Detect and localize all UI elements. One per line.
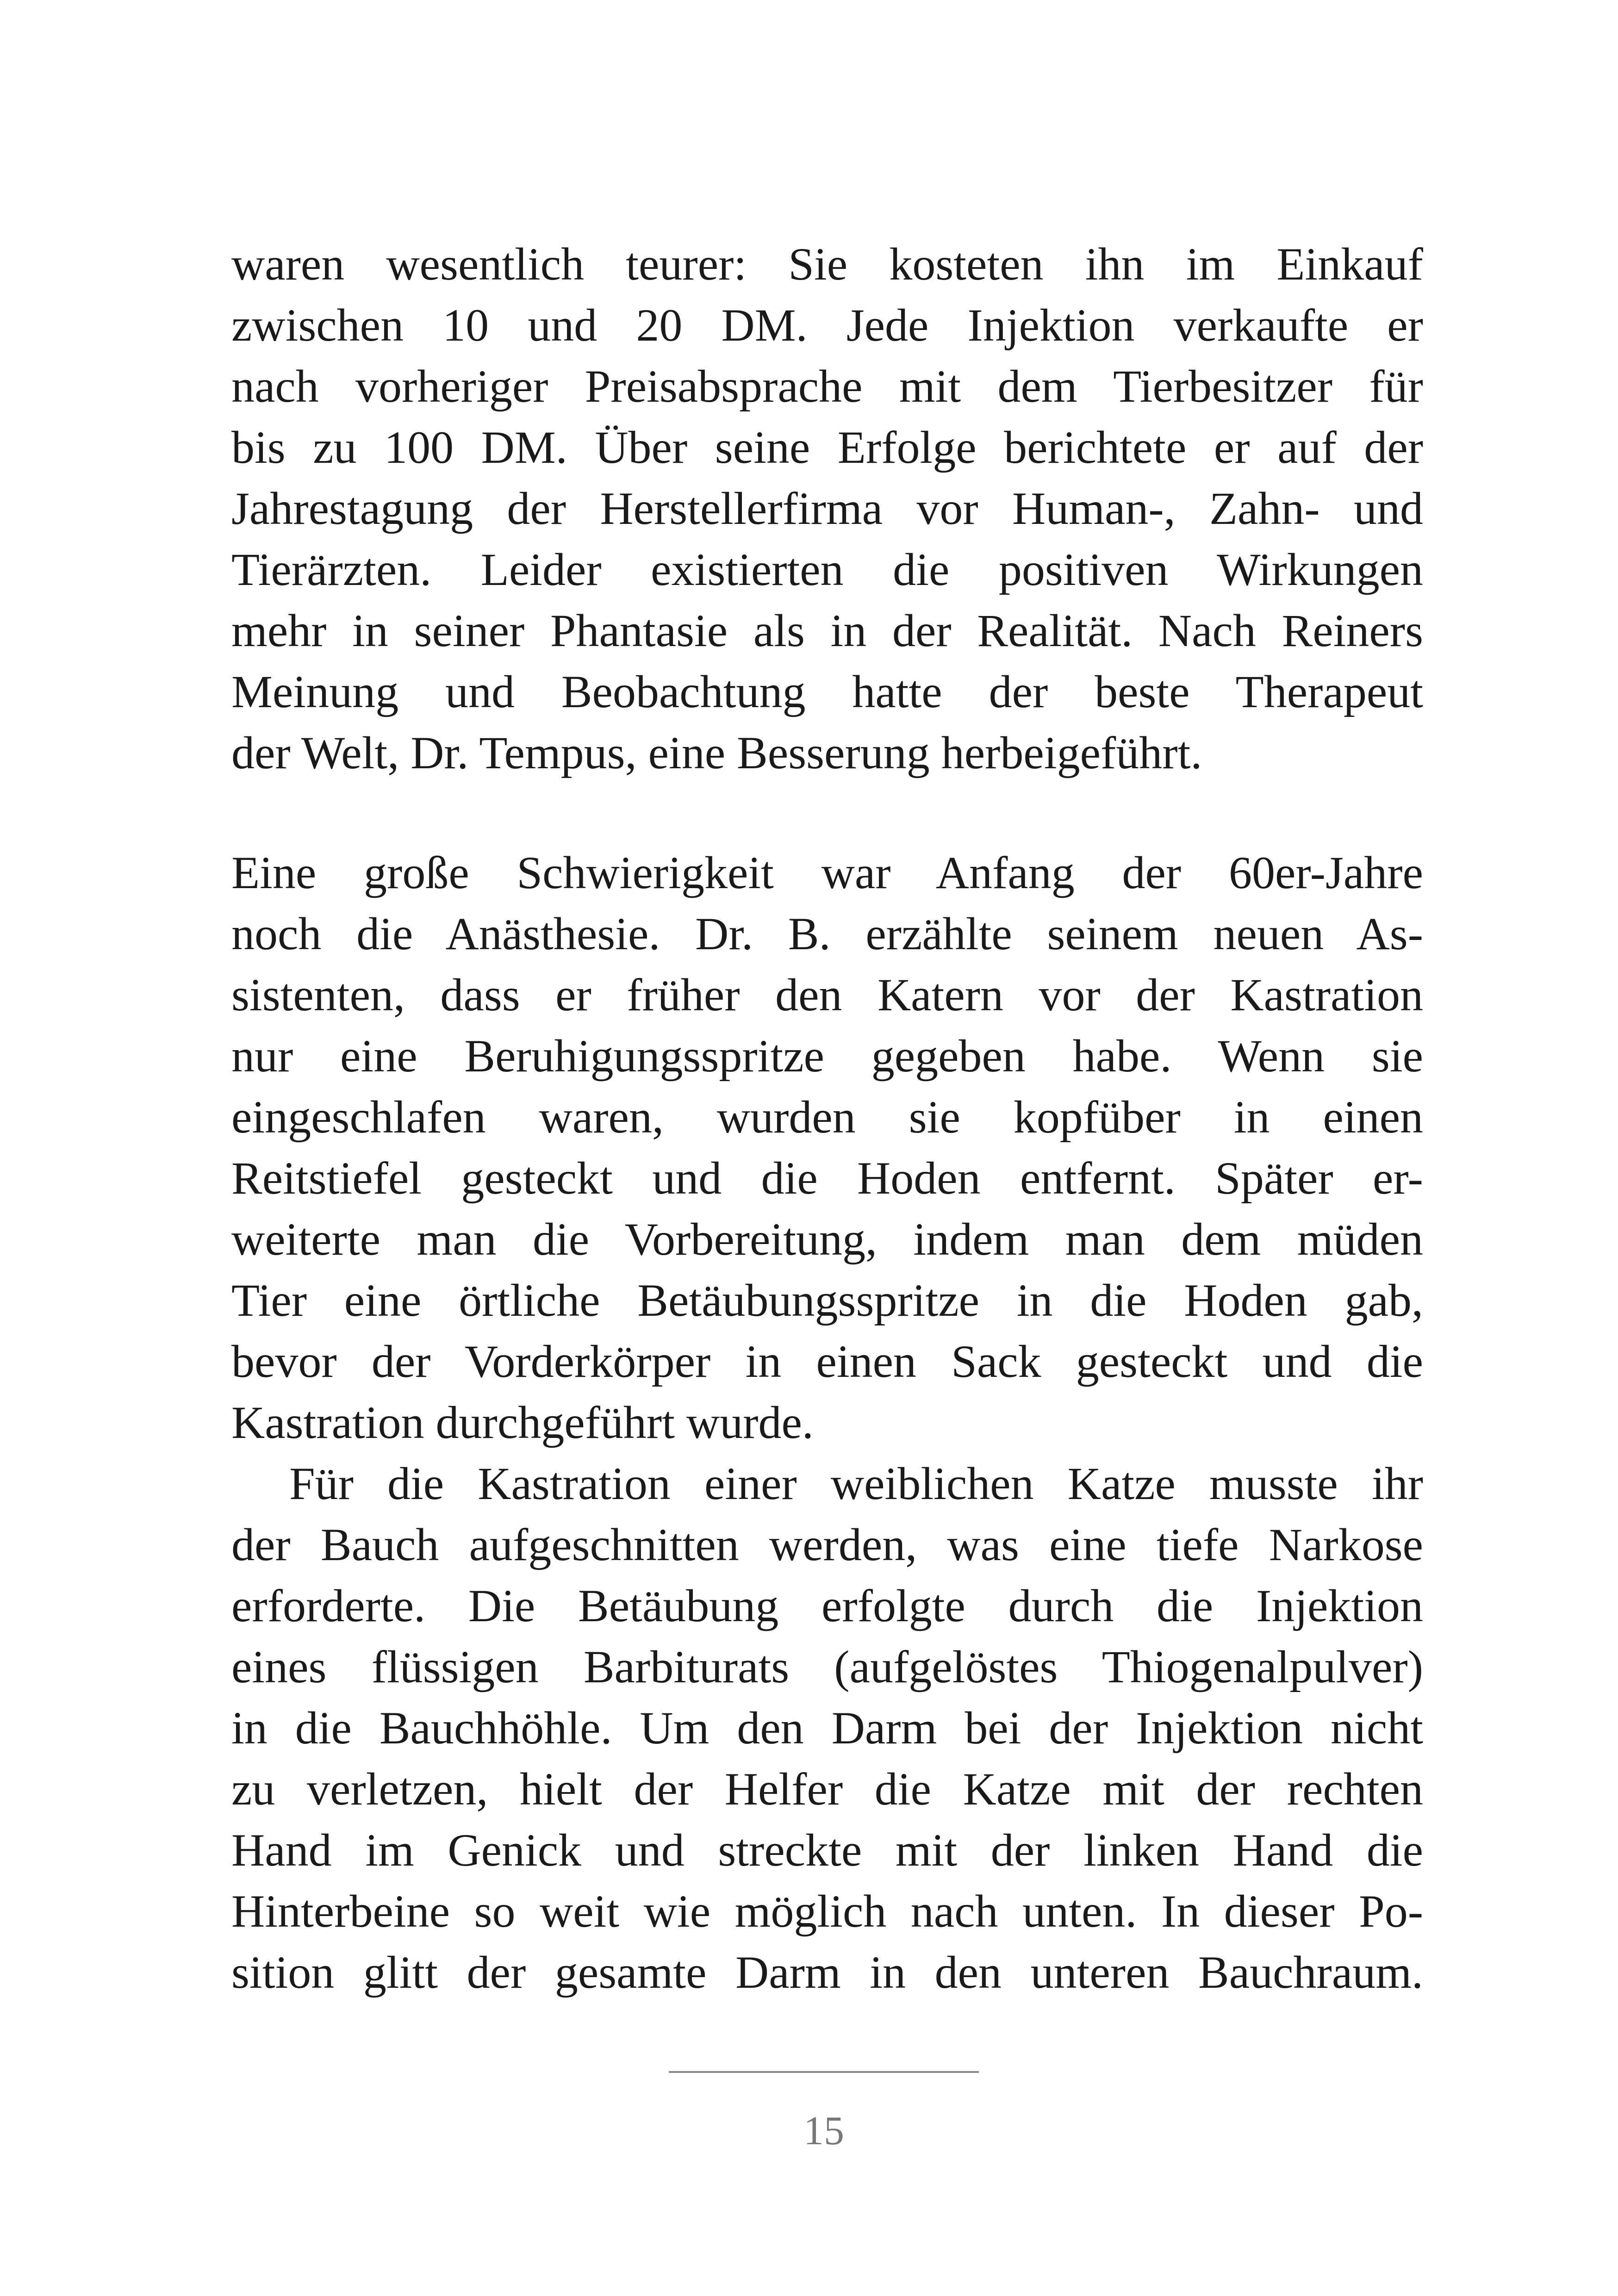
text-line: Kastration durchgeführt wurde. bbox=[231, 1397, 814, 1448]
text-line: Hinterbeine so weit wie möglich nach unten. In dieser Po- bbox=[231, 1885, 1423, 1937]
text-line: zu verletzen, hielt der Helfer die Katze mit der rechten bbox=[231, 1763, 1423, 1815]
text-line: eines flüssigen Barbiturats (aufgelöstes Thiogenalpulver) bbox=[231, 1641, 1423, 1692]
page-number: 15 bbox=[803, 2109, 844, 2153]
text-line: eingeschlafen waren, wurden sie kopfüber in einen bbox=[231, 1091, 1423, 1143]
text-line: waren wesentlich teurer: Sie kosteten ihn im Einkauf bbox=[231, 238, 1423, 290]
text-line: nur eine Beruhigungsspritze gegeben habe. Wenn sie bbox=[231, 1030, 1423, 1082]
text-line: Für die Kastration einer weiblichen Katze musste ihr bbox=[289, 1458, 1423, 1509]
text-line: mehr in seiner Phantasie als in der Realität. Nach Reiners bbox=[231, 605, 1423, 656]
footer-divider bbox=[669, 2071, 979, 2073]
text-line: noch die Anästhesie. Dr. B. erzählte seinem neuen As- bbox=[231, 908, 1423, 959]
text-line: Meinung und Beobachtung hatte der beste Therapeut bbox=[231, 666, 1423, 717]
text-line: in die Bauchhöhle. Um den Darm bei der Injektion nicht bbox=[231, 1702, 1423, 1754]
text-line: der Welt, Dr. Tempus, eine Besserung herbeigeführt. bbox=[231, 727, 1202, 778]
text-line: bis zu 100 DM. Über seine Erfolge berichtete er auf der bbox=[231, 422, 1423, 473]
text-line: Hand im Genick und streckte mit der linken Hand die bbox=[231, 1824, 1423, 1876]
text-line: Eine große Schwierigkeit war Anfang der 60er-Jahre bbox=[231, 847, 1423, 898]
paragraph-2-and-3 bbox=[231, 842, 1423, 2003]
text-line: sistenten, dass er früher den Katern vor der Kastration bbox=[231, 969, 1423, 1020]
text-line: der Bauch aufgeschnitten werden, was eine tiefe Narkose bbox=[231, 1519, 1423, 1570]
text-line: weiterte man die Vorbereitung, indem man dem müden bbox=[231, 1213, 1423, 1265]
text-line: zwischen 10 und 20 DM. Jede Injektion verkaufte er bbox=[231, 299, 1423, 351]
text-line: Reitstiefel gesteckt und die Hoden entfernt. Später er- bbox=[231, 1152, 1423, 1204]
text-line: Jahrestagung der Herstellerfirma vor Human-, Zahn- und bbox=[231, 483, 1423, 534]
text-line: sition glitt der gesamte Darm in den unteren Bauchraum. bbox=[231, 1947, 1423, 1998]
text-line: Tier eine örtliche Betäubungsspritze in die Hoden gab, bbox=[231, 1275, 1423, 1326]
text-line: Tierärzten. Leider existierten die positiven Wirkungen bbox=[231, 544, 1423, 595]
text-line: erforderte. Die Betäubung erfolgte durch die Injektion bbox=[231, 1580, 1423, 1631]
paragraph-1 bbox=[231, 234, 1423, 784]
text-line: bevor der Vorderkörper in einen Sack gesteckt und die bbox=[231, 1336, 1423, 1387]
text-line: nach vorheriger Preisabsprache mit dem Tierbesitzer für bbox=[231, 361, 1423, 412]
